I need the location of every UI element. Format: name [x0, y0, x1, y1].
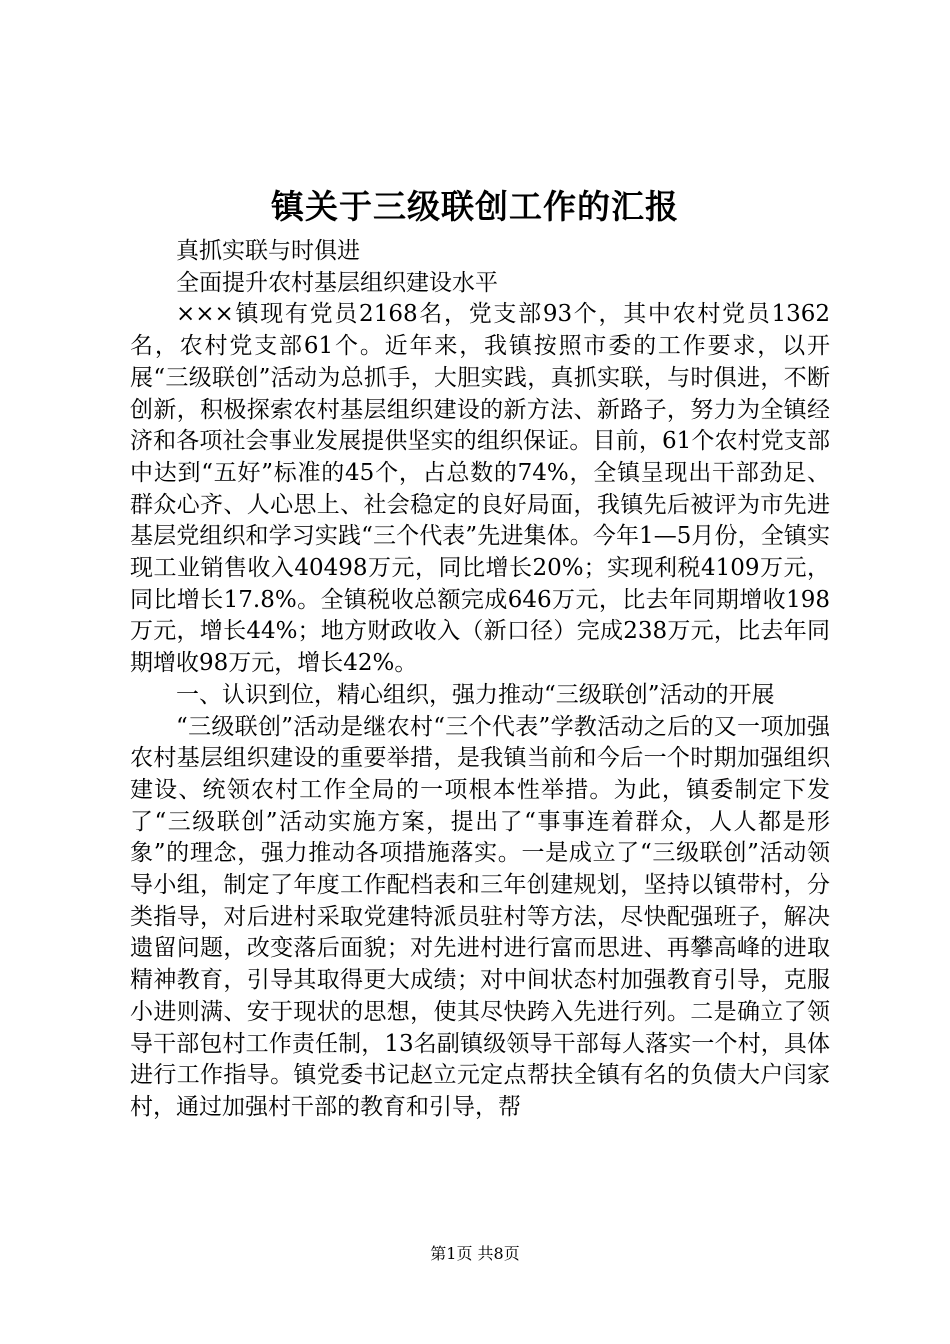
- page-footer: 第1页 共8页: [430, 1244, 520, 1263]
- section-1-paragraph: “三级联创”活动是继农村“三个代表”学教活动之后的又一项加强农村基层组织建设的重要举措，是我镇当前和今后一个时期加强组织建设、统领农村工作全局的一项根本性举措。为此，镇委制定下发了“三级联创”活动实施方案，提出了“事事连着群众，人人都是形象”的理念，强力推动各项措施落实。一是成立了“三级联创”活动领导小组，制定了年度工作配档表和三年创建规划，坚持以镇带村，分类指导，对后进村采取党建特派员驻村等方法，尽快配强班子，解决遗留问题，改变落后面貌；对先进村进行富而思进、再攀高峰的进取精神教育，引导其取得更大成绩；对中间状态村加强教育引导，克服小进则满、安于现状的思想，使其尽快跨入先进行列。二是确立了领导干部包村工作责任制，13名副镇级领导干部每人落实一个村，具体进行工作指导。镇党委书记赵立元定点帮扶全镇有名的负债大户闫家村，通过加强村干部的教育和引导，帮: [130, 713, 830, 1120]
- intro-paragraph: ×××镇现有党员2168名，党支部93个，其中农村党员1362名，农村党支部61个。近年来，我镇按照市委的工作要求，以开展“三级联创”活动为总抓手，大胆实践，真抓实联，与时俱进，不断创新，积极探索农村基层组织建设的新方法、新路子，努力为全镇经济和各项社会事业发展提供坚实的组织保证。目前，61个农村党支部中达到“五好”标准的45个，占总数的74%，全镇呈现出干部劲足、群众心齐、人心思上、社会稳定的良好局面，我镇先后被评为市先进基层党组织和学习实践“三个代表”先进集体。今年1—5月份，全镇实现工业销售收入40498万元，同比增长20%；实现利税4109万元，同比增长17.8%。全镇税收总额完成646万元，比去年同期增收198万元，增长44%；地方财政收入（新口径）完成238万元，比去年同期增收98万元，增长42%。: [130, 301, 830, 677]
- document-title: 镇关于三级联创工作的汇报: [271, 187, 679, 226]
- subtitle-line-1: 真抓实联与时俱进: [176, 238, 360, 264]
- document-body: [130, 236, 830, 1124]
- section-heading-1: 一、认识到位，精心组织，强力推动“三级联创”活动的开展: [176, 681, 775, 708]
- subtitle-line-2: 全面提升农村基层组织建设水平: [176, 269, 498, 296]
